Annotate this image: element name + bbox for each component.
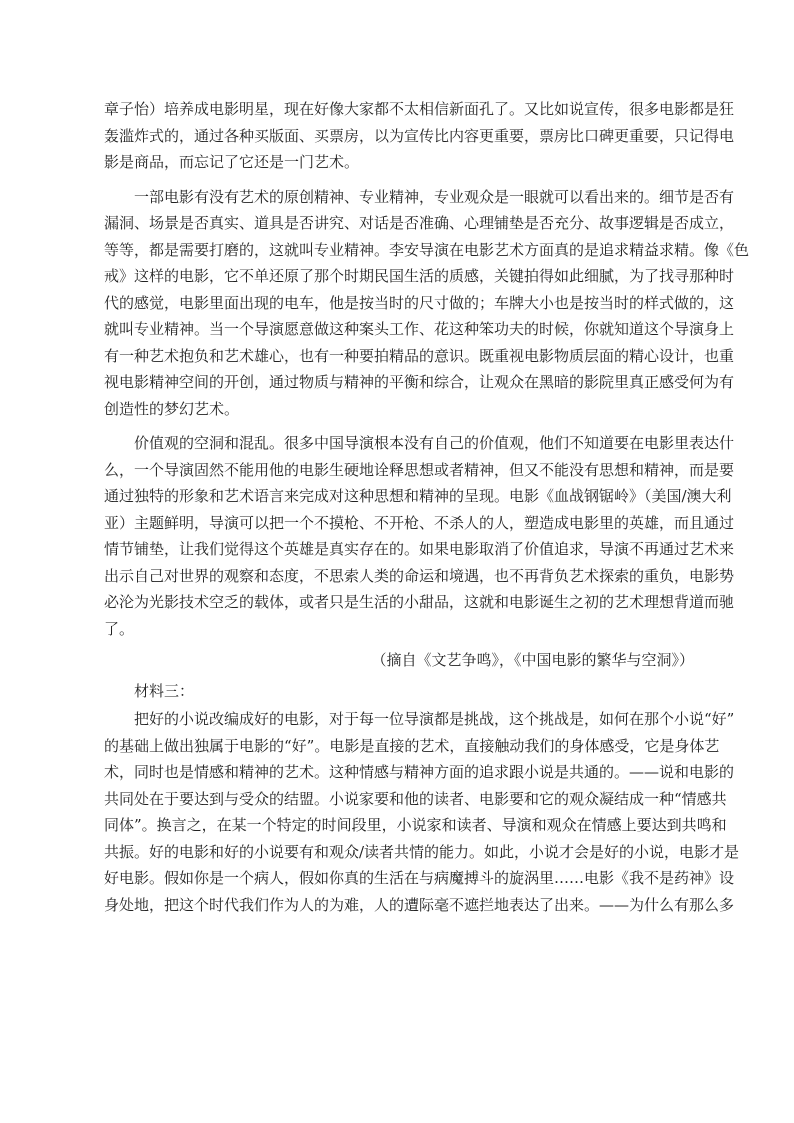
paragraph-line: 通过独特的形象和艺术语言来完成对这种思想和精神的呈现。电影《血战钢锯岭》（美国/澳大利 [104,487,732,505]
paragraph-line: 了。 [104,619,135,638]
paragraph-line: 必沦为光影技术空乏的载体，或者只是生活的小甜品，这就和电影诞生之初的艺术理想背道而驰 [104,593,735,611]
paragraph-line: 一部电影有没有艺术的原创精神、专业精神，专业观众是一眼就可以看出来的。细节是否有 [134,187,735,206]
paragraph-line: 轰滥炸式的，通过各种买版面、买票房，以为宣传比内容更重要，票房比口碑更重要，只记得电 [104,126,735,145]
paragraph-1 [104,96,735,176]
paragraph-line: 等等，都是需要打磨的，这就叫专业精神。李安导演在电影艺术方面真的是追求精益求精。像《色 [104,240,750,259]
paragraph-line: 术，同时也是情感和精神的艺术。这种情感与精神方面的追求跟小说是共通的。——说和电影的 [104,763,735,781]
paragraph-line: 代的感觉，电影里面出现的电车，他是按当时的尺寸做的；车牌大小也是按当时的样式做的，这 [104,293,735,312]
paragraph-line: 亚）主题鲜明，导演可以把一个不摸枪、不开枪、不杀人的人，塑造成电影里的英雄，而且通过 [104,513,735,532]
paragraph-line: 情节铺垫，让我们觉得这个英雄是真实存在的。如果电影取消了价值追求，导演不再通过艺术来 [104,540,735,558]
paragraph-line: 章子怡）培养成电影明星，现在好像大家都不太相信新面孔了。又比如说宣传，很多电影都是狂 [104,100,735,118]
paragraph-line: 戒》这样的电影，它不单还原了那个时期民国生活的质感，关键拍得如此细腻，为了找寻那种时 [104,267,735,285]
paragraph-line: 共同处在于要达到与受众的结盟。小说家要和他的读者、电影要和它的观众凝结成一种“情感共 [104,789,727,808]
paragraph-2 [104,184,750,423]
paragraph-line: 么，一个导演固然不能用他的电影生硬地诠释思想或者精神，但又不能没有思想和精神，而是要 [104,460,735,479]
paragraph-line: 有一种艺术抱负和艺术雄心，也有一种要拍精品的意识。既重视电影物质层面的精心设计，也重 [104,346,735,365]
paragraph-material-3 [104,706,740,918]
paragraph-3 [104,430,735,642]
paragraph-line: 漏洞、场景是否真实、道具是否讲究、对话是否准确、心理铺垫是否充分、故事逻辑是否成立， [104,214,735,232]
paragraph-line: 的基础上做出独属于电影的“好”。电影是直接的艺术，直接触动我们的身体感受，它是身体艺 [104,736,720,755]
paragraph-line: 创造性的梦幻艺术。 [104,399,240,418]
paragraph-line: 共振。好的电影和好的小说要有和观众/读者共情的能力。如此，小说才会是好的小说，电影才是 [104,842,740,861]
source-citation: （摘自《文艺争鸣》，《中国电影的繁华与空洞》） [371,651,694,669]
paragraph-line: 价值观的空洞和混乱。很多中国导演根本没有自己的价值观，他们不知道要在电影里表达什 [134,434,735,452]
paragraph-line: 影是商品，而忘记了它还是一门艺术。 [104,153,360,171]
paragraph-line: 出示自己对世界的观察和态度，不思索人类的命运和境遇，也不再背负艺术探索的重负，电影势 [104,566,735,585]
material-heading: 材料三： [134,682,195,700]
paragraph-line: 同体”。换言之，在某一个特定的时间段里，小说家和读者、导演和观众在情感上要达到共鸣和 [104,816,727,834]
paragraph-line: 就叫专业精神。当一个导演愿意做这种案头工作、花这种笨功夫的时候，你就知道这个导演身上 [104,320,735,338]
document-page [104,96,750,918]
paragraph-line: 身处地，把这个时代我们作为人的为难，人的遭际毫不遮拦地表达了出来。——为什么有那么多 [104,895,735,914]
paragraph-line: 视电影精神空间的开创，通过物质与精神的平衡和综合，让观众在黑暗的影院里真正感受何为有 [104,373,735,391]
paragraph-line: 好电影。假如你是一个病人，假如你真的生活在与病魔搏斗的旋涡里……电影《我不是药神》设 [104,869,735,887]
paragraph-line: 把好的小说改编成好的电影，对于每一位导演都是挑战，这个挑战是，如何在那个小说“好” [134,710,735,728]
